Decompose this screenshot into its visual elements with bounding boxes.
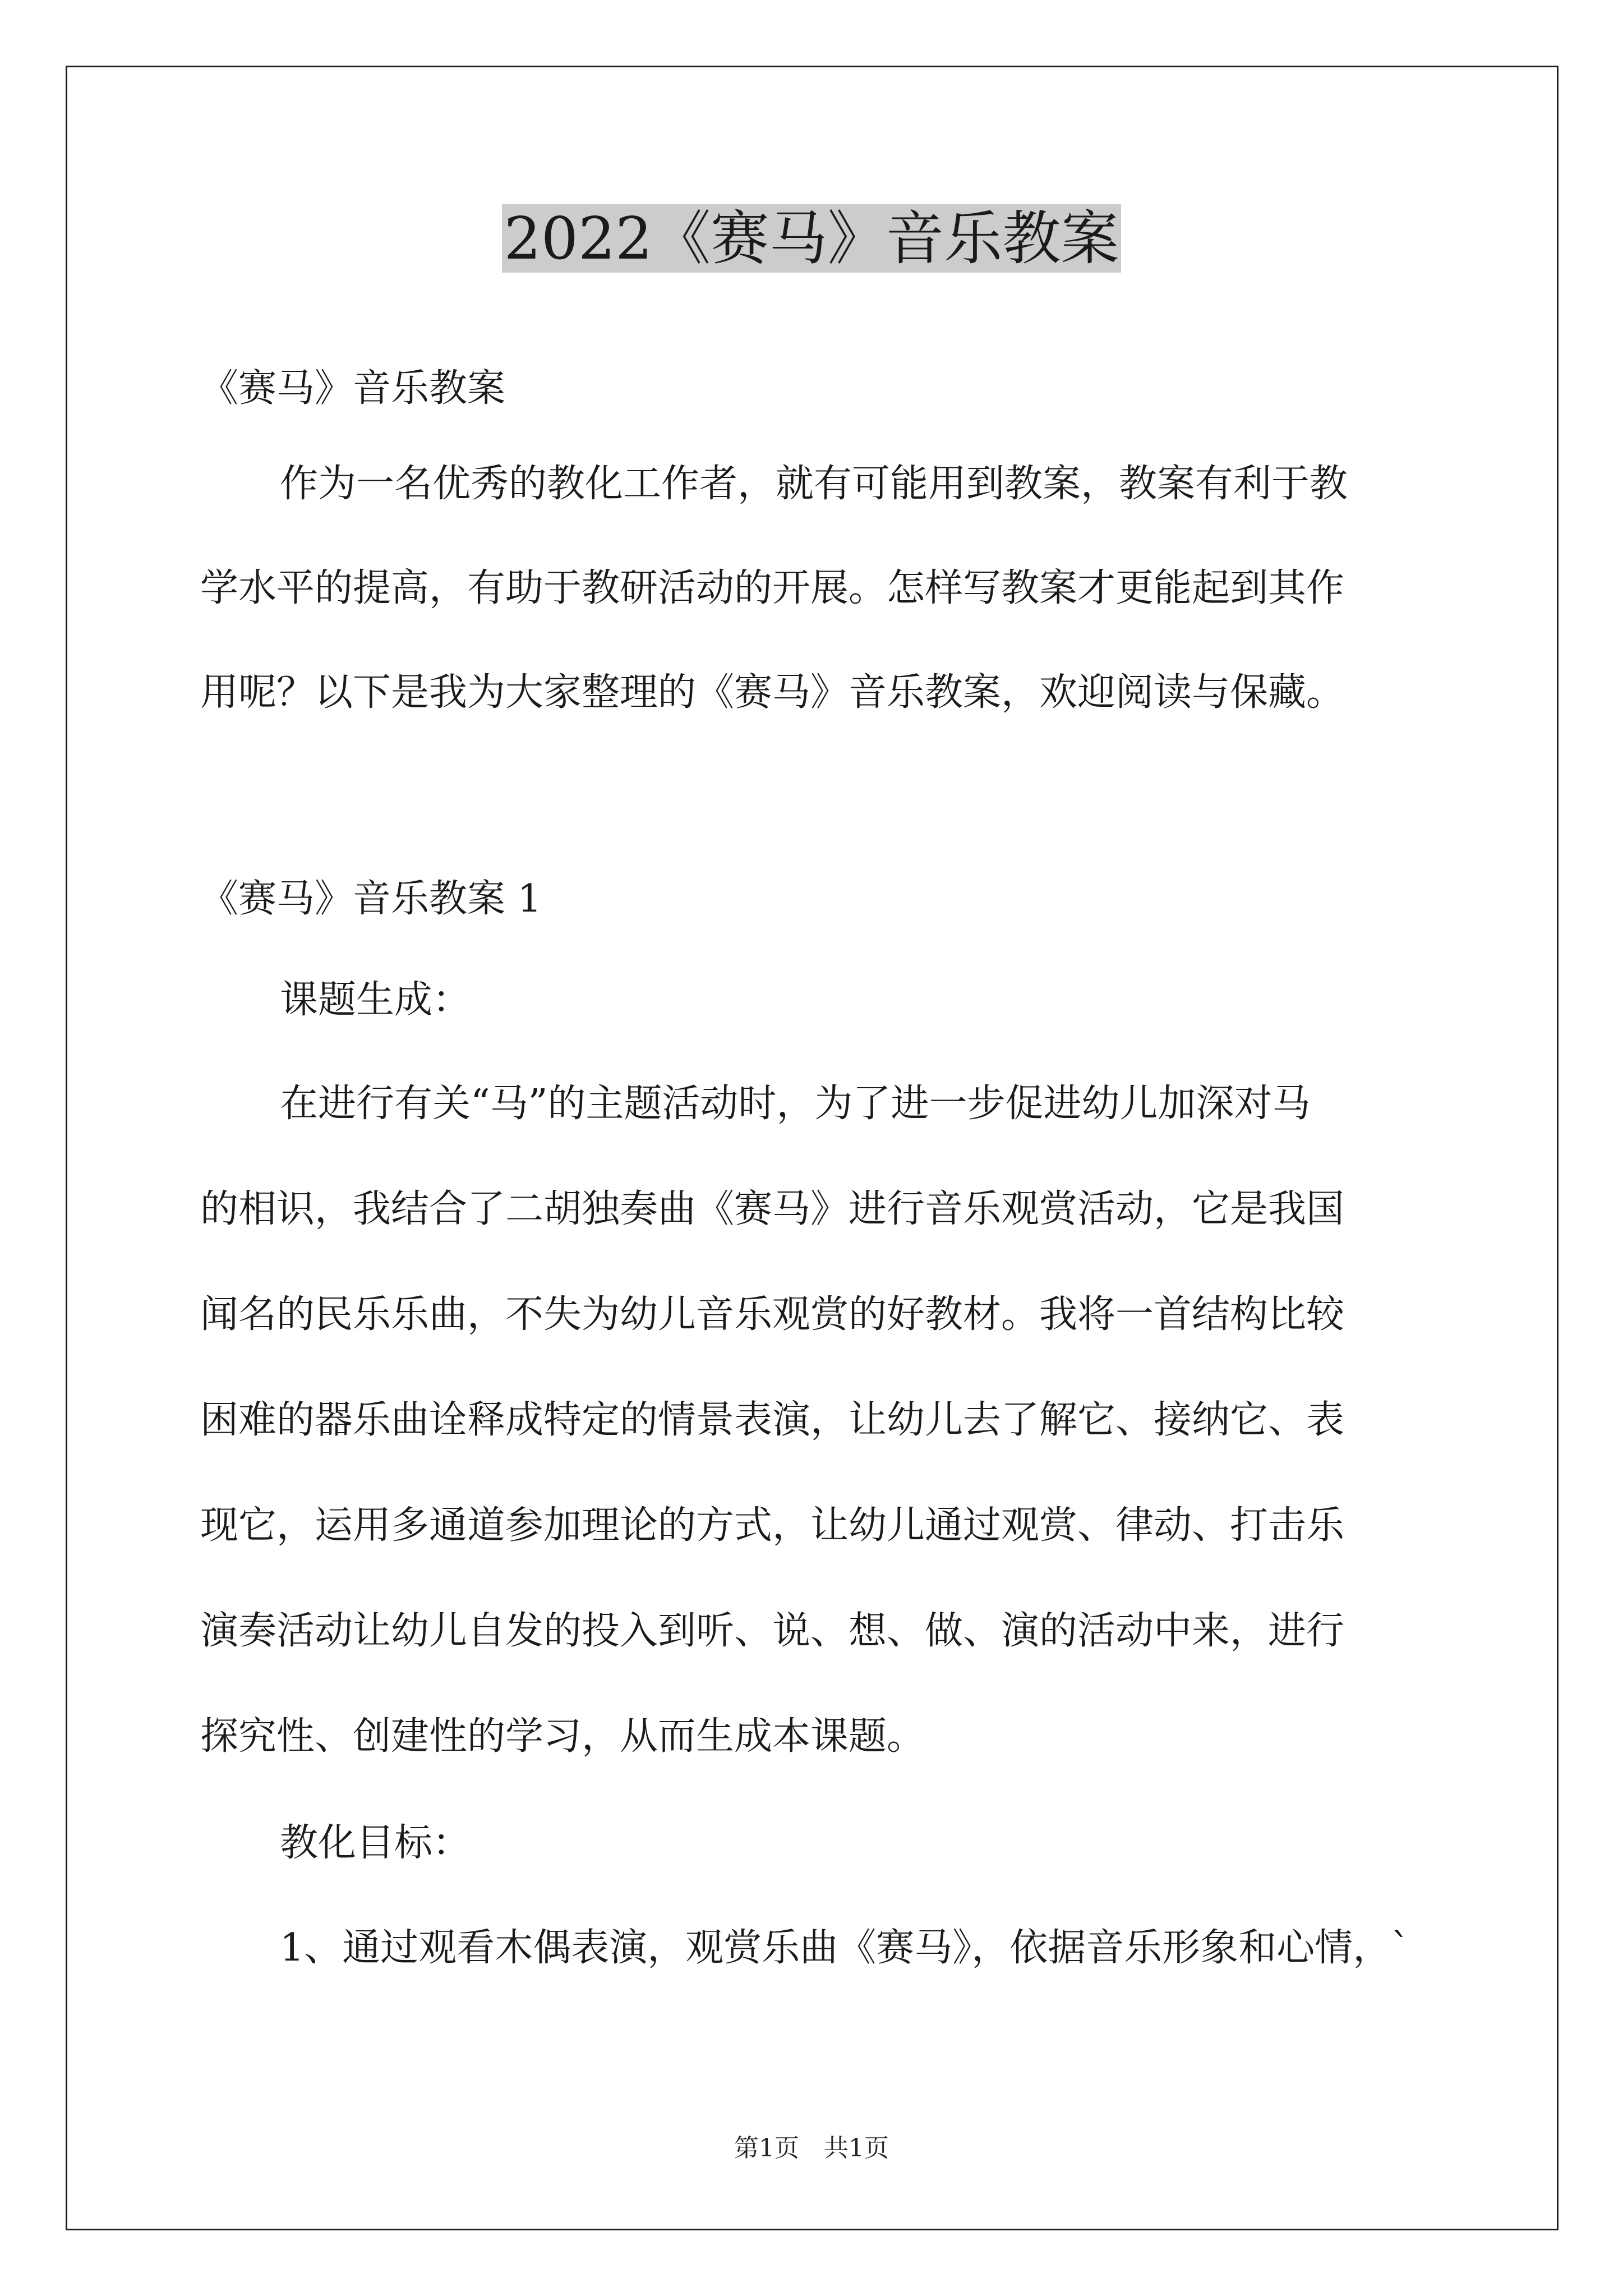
document-title bbox=[0, 199, 1623, 278]
topic-line: 现它，运用多通道参加理论的方式，让幼儿通过观赏、律动、打击乐 bbox=[200, 1503, 1345, 1548]
topic-line: 探究性、创建性的学习，从而生成本课题。 bbox=[200, 1714, 925, 1759]
goal-item: 1、通过观看木偶表演，观赏乐曲《赛马》，依据音乐形象和心情，` bbox=[280, 1926, 1410, 1970]
section-heading: 《赛马》音乐教案 1 bbox=[200, 877, 542, 921]
intro-line: 用呢？以下是我为大家整理的《赛马》音乐教案，欢迎阅读与保藏。 bbox=[200, 670, 1345, 715]
topic-line: 闻名的民乐乐曲，不失为幼儿音乐观赏的好教材。我将一首结构比较 bbox=[200, 1292, 1345, 1337]
topic-line: 的相识，我结合了二胡独奏曲《赛马》进行音乐观赏活动，它是我国 bbox=[200, 1187, 1345, 1231]
goal-label: 教化目标： bbox=[280, 1821, 471, 1865]
topic-line: 困难的器乐曲诠释成特定的情景表演，让幼儿去了解它、接纳它、表 bbox=[200, 1398, 1345, 1442]
topic-line: 演奏活动让幼儿自发的投入到听、说、想、做、演的活动中来，进行 bbox=[200, 1609, 1345, 1653]
topic-label: 课题生成： bbox=[280, 978, 471, 1022]
document-title-text: 2022《赛马》音乐教案 bbox=[502, 204, 1122, 273]
intro-line: 学水平的提高，有助于教研活动的开展。怎样写教案才更能起到其作 bbox=[200, 566, 1345, 610]
document-subtitle: 《赛马》音乐教案 bbox=[200, 366, 506, 411]
page-footer: 第1页 共1页 bbox=[734, 2134, 889, 2162]
topic-line: 在进行有关“马”的主题活动时，为了进一步促进幼儿加深对马 bbox=[280, 1082, 1311, 1126]
intro-line: 作为一名优秀的教化工作者，就有可能用到教案，教案有利于教 bbox=[280, 462, 1348, 506]
